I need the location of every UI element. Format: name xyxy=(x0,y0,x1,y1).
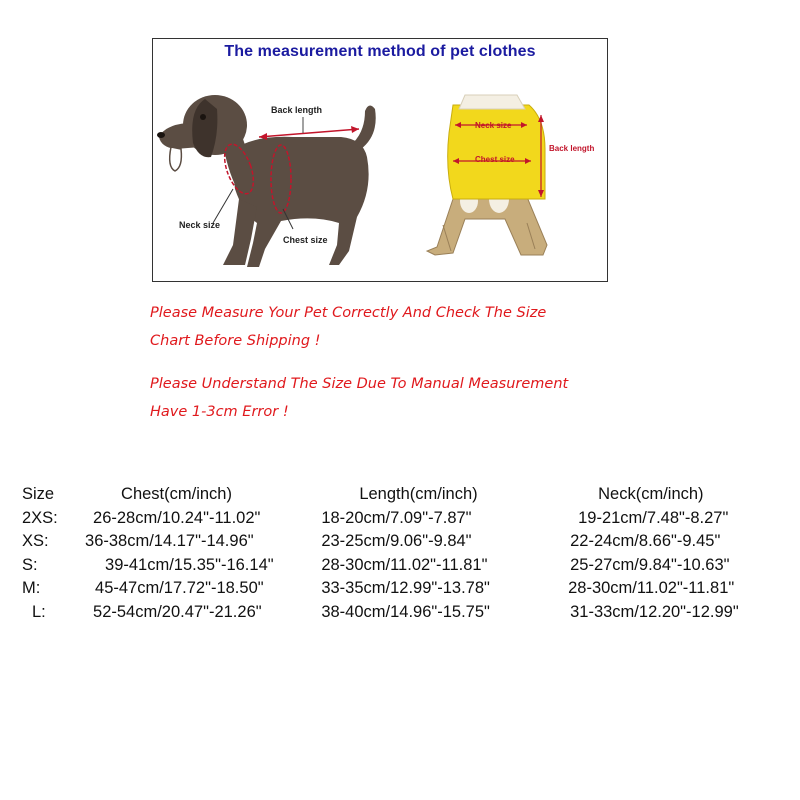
chest-cell: 45-47cm/17.72"-18.50" xyxy=(95,579,264,598)
size-cell: L: xyxy=(32,602,46,621)
size-chart-table xyxy=(18,483,800,624)
neck-cell: 25-27cm/9.84"-10.63" xyxy=(570,555,730,574)
notice-error-line-1: Please Understand The Size Due To Manual Measurement xyxy=(150,376,569,392)
size-cell: 2XS: xyxy=(22,508,58,527)
clothes-neck-size-label: Neck size xyxy=(475,121,512,130)
size-chart-header-row xyxy=(18,483,800,507)
measurement-diagram-panel xyxy=(152,38,608,282)
chest-cell: 36-38cm/14.17"-14.96" xyxy=(85,532,254,551)
notice-error-line-2: Have 1-3cm Error ! xyxy=(150,404,289,420)
header-length: Length(cm/inch) xyxy=(359,485,478,504)
table-row xyxy=(18,601,800,625)
header-neck: Neck(cm/inch) xyxy=(598,485,704,504)
notice-measure-line-1: Please Measure Your Pet Correctly And Check The Size xyxy=(150,305,547,321)
table-row xyxy=(18,554,800,578)
header-size: Size xyxy=(22,485,55,504)
neck-cell: 22-24cm/8.66"-9.45" xyxy=(570,532,721,551)
header-chest: Chest(cm/inch) xyxy=(121,485,232,504)
pet-clothes-illustration xyxy=(153,39,609,283)
notice-measure-line-2: Chart Before Shipping ! xyxy=(150,333,321,349)
size-cell: S: xyxy=(22,555,38,574)
chest-cell: 39-41cm/15.35"-16.14" xyxy=(105,555,274,574)
dog-neck-size-label: Neck size xyxy=(179,220,221,230)
size-cell: XS: xyxy=(22,532,49,551)
neck-cell: 31-33cm/12.20"-12.99" xyxy=(570,602,739,621)
dog-chest-size-label: Chest size xyxy=(283,235,328,245)
clothes-back-length-label: Back length xyxy=(549,144,595,153)
neck-cell: 19-21cm/7.48"-8.27" xyxy=(578,508,729,527)
diagram-title: The measurement method of pet clothes xyxy=(224,43,536,60)
chest-cell: 52-54cm/20.47"-21.26" xyxy=(93,602,262,621)
table-row xyxy=(18,530,800,554)
clothes-chest-size-label: Chest size xyxy=(475,155,515,164)
length-cell: 18-20cm/7.09"-7.87" xyxy=(321,508,472,527)
table-row xyxy=(18,507,800,531)
length-cell: 33-35cm/12.99"-13.78" xyxy=(321,579,490,598)
size-cell: M: xyxy=(22,579,41,598)
chest-cell: 26-28cm/10.24"-11.02" xyxy=(93,508,261,527)
dog-back-length-label: Back length xyxy=(271,105,323,115)
length-cell: 28-30cm/11.02"-11.81" xyxy=(321,555,488,574)
table-row xyxy=(18,577,800,601)
length-cell: 23-25cm/9.06"-9.84" xyxy=(321,532,472,551)
neck-cell: 28-30cm/11.02"-11.81" xyxy=(568,579,735,598)
length-cell: 38-40cm/14.96"-15.75" xyxy=(321,602,490,621)
